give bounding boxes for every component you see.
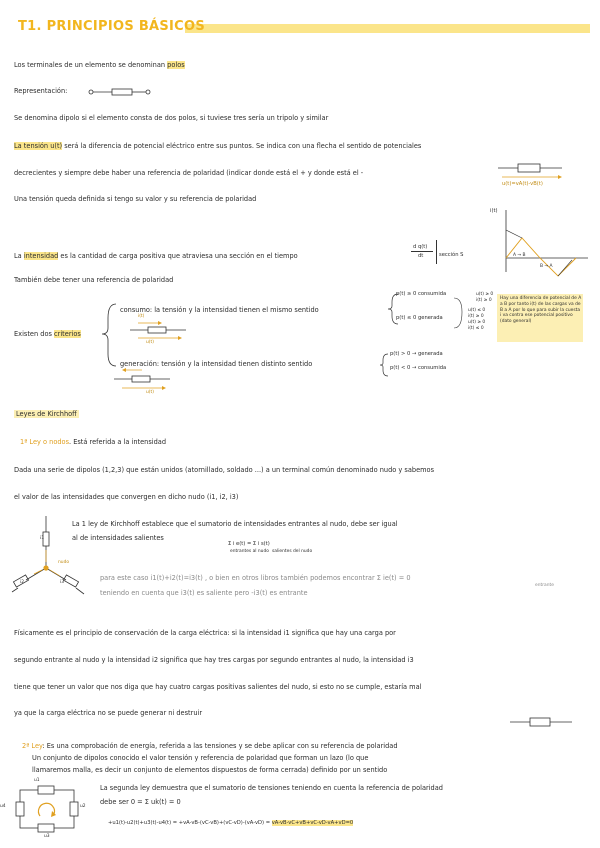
fraction-bar [411, 251, 433, 252]
generation-u-label: u(t) [146, 390, 154, 395]
voltage-line-b: decrecientes y siempre debe haber una referencia de polaridad (indicar donde está el + y donde está el - [14, 169, 364, 177]
sum-sub-a: entrantes al nudo [230, 549, 269, 554]
voltage-line-a: La tensión u(t) será la diferencia de potencial eléctrico entre sus puntos. Se indica con una flecha el sentido de potenciales [14, 142, 422, 150]
poles-line: Los terminales de un elemento se denominan polos [14, 61, 185, 69]
poles-highlight: polos [167, 61, 185, 69]
current-line-a: La intensidad es la cantidad de carga positiva que atraviesa una sección en el tiempo [14, 252, 298, 260]
consumption-i-label: i(t) [138, 314, 145, 319]
first-law-line: 1ª Ley o nodos. Está referida a la intensidad [20, 438, 167, 446]
physics-line-c: tiene que tener un valor que nos diga que hay cuatro cargas positivas salientes del nudo, si esto no se cumple, estaría mal [14, 683, 422, 691]
sum-sub-b: salientes del nudo [272, 549, 313, 554]
second-law-line-d: La segunda ley demuestra que el sumatorio de tensiones teniendo en cuenta la referencia de polaridad [100, 784, 443, 792]
physics-line-b: segundo entrante al nudo y la intensidad i2 significa que hay tres cargas por segundo entrantes al nudo, la intensidad i3 [14, 656, 414, 664]
mesh-label-u4: u4 [0, 804, 6, 809]
kirchhoff-line-a: Dada una serie de dipolos (1,2,3) que están unidos (atornillado, soldado ...) a un terminal común denominado nudo y sabemos [14, 466, 435, 474]
generation-brace [378, 352, 390, 378]
law-statement-a: La 1 ley de Kirchhoff establece que el sumatorio de intensidades entrantes al nudo, debe ser igual [72, 520, 398, 528]
mesh-label-u2: u2 [80, 804, 86, 809]
example-line-a: para este caso i1(t)+i2(t)=i3(t) , o bien en otros libros también podemos encontrar Σ ie(t) = 0 [100, 574, 411, 582]
p-gen-negative: p(t) < 0 → consumida [390, 365, 447, 371]
fraction-denominator: dt [418, 253, 424, 259]
generation-diagram [114, 366, 174, 394]
current-line-b: También debe tener una referencia de polaridad [14, 276, 174, 284]
mesh-label-u3: u3 [44, 834, 50, 839]
kirchhoff-line-b: el valor de las intensidades que convergen en dicho nudo (i1, i2, i3) [14, 493, 239, 501]
dipole-symbol [88, 87, 150, 97]
voltage-line-c: Una tensión queda definida si tengo su valor y su referencia de polaridad [14, 195, 257, 203]
consumption-diagram [130, 318, 190, 342]
node-label: nudo [58, 560, 70, 565]
current-i3: i3 [60, 580, 65, 585]
kirchhoff-heading: Leyes de Kirchhoff [16, 410, 77, 418]
section-line [436, 240, 437, 264]
section-label: sección S [439, 252, 464, 258]
second-law-line-a: 2ª Ley: Es una comprobación de energía, referida a las tensiones y se debe aplicar con su referencia de polaridad [22, 742, 398, 750]
second-law-line-e: debe ser 0 = Σ uk(t) = 0 [100, 798, 181, 806]
p-consumed: p(t) ≥ 0 consumida [396, 291, 447, 297]
graph-axis-label: i(t) [490, 208, 498, 214]
graph-label-ab: A → B [513, 253, 526, 258]
fraction-numerator: d q(t) [413, 244, 428, 250]
current-note-text: Hay una diferencia de potencial de A a B por tanto i(t) de las cargas va de B a A por lo que para subir la cuesta i va contra ese potencial positivo (dato general) [500, 296, 582, 325]
mesh-diagram [8, 780, 88, 840]
side-formula-3: u(t) ≤ 0 [468, 308, 486, 313]
physics-line-a: Físicamente es el principio de conservación de la carga eléctrica: si la intensidad i1 significa que hay una carga por [14, 629, 396, 637]
second-law-line-c: llamaremos malla, es decir un conjunto de elementos dispuestos de forma cerrada) definido por un sentido [32, 766, 388, 774]
page-title: T1. PRINCIPIOS BÁSICOS [18, 19, 206, 34]
criteria-label: Existen dos criterios [14, 330, 81, 338]
example-line-b: teniendo en cuenta que i3(t) es saliente pero -i3(t) es entrante [100, 589, 308, 597]
generation-criterion: generación: tensión y la intensidad tienen distinto sentido [120, 360, 313, 368]
side-formula-2: i(t) ≥ 0 [476, 298, 492, 303]
consumption-criterion: consumo: la tensión y la intensidad tienen el mismo sentido [120, 306, 319, 314]
dipole-definition: Se denomina dipolo si el elemento consta de dos polos, si tuviese tres sería un tripolo y similar [14, 114, 329, 122]
consumption-u-label: u(t) [146, 340, 154, 345]
side-formula-5: u(t) ≥ 0 [468, 320, 486, 325]
current-i2: i2 [20, 580, 25, 585]
sum-formula: Σ i e(t) = Σ i s(t) [228, 541, 270, 547]
p-gen-positive: p(t) > 0 → generada [390, 351, 443, 357]
p-generated: p(t) ≤ 0 generada [396, 315, 443, 321]
second-law-line-b: Un conjunto de dipolos conocido el valor tensión y referencia de polaridad que forman un lazo (lo que [32, 754, 369, 762]
voltage-formula: u(t)=vA(t)-vB(t) [502, 181, 543, 187]
mesh-label-u1: u1 [34, 778, 40, 783]
side-formula-6: i(t) ≤ 0 [468, 326, 484, 331]
side-formula-4: i(t) ≥ 0 [468, 314, 484, 319]
current-graph [500, 210, 590, 280]
current-i1: i1 [40, 536, 45, 541]
voltage-dipole-diagram [498, 160, 570, 180]
representation-label: Representación: [14, 87, 68, 95]
criteria-brace [100, 300, 120, 370]
physics-line-d: ya que la carga eléctrica no se puede generar ni destruir [14, 709, 203, 717]
second-law-dipole [510, 716, 580, 728]
side-formula-1: u(t) ≥ 0 [476, 292, 494, 297]
graph-label-ba: B → A [540, 264, 553, 269]
example-sub: entrante [535, 583, 554, 588]
law-statement-b: al de intensidades salientes [72, 534, 164, 542]
final-equation: +u1(t)-u2(t)+u3(t)-u4(t) = +vA-vB-(vC-vB)+(vC-vD)-(vA-vD) = vA-vB-vC+vB+vC-vD-vA+vD=0 [108, 820, 354, 826]
